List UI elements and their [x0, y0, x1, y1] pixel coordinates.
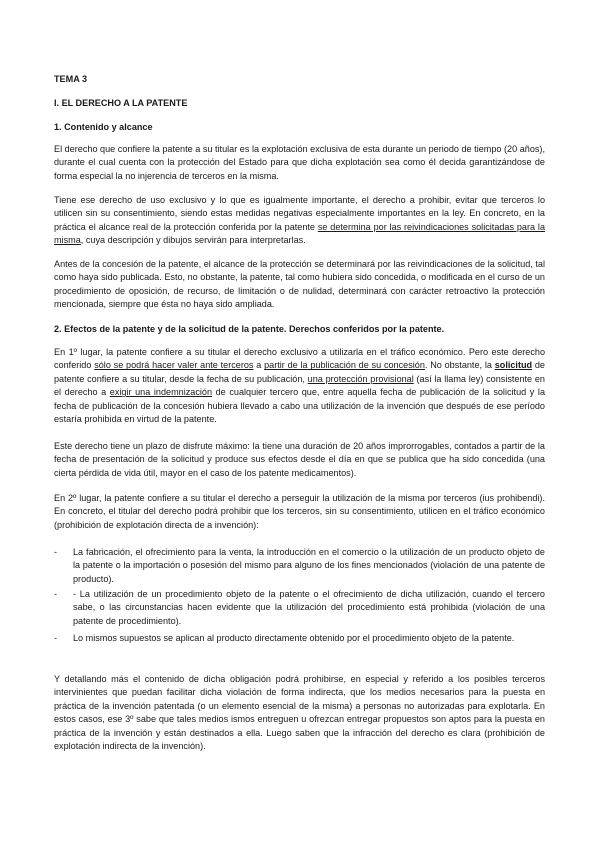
list-bullet: -	[54, 589, 58, 599]
list-item-text: La fabricación, el ofrecimiento para la venta, la introducción en el comercio o la utilización de un producto objeto de la patente o la importación o posesión del mismo para alguno de los fines mencionados (violación de una patente de producto).	[73, 547, 545, 584]
paragraph-4-text-f: de cualquier tercero que, entre aquella fecha de publicación de la solicitud y la fecha de publicación de la concesión hubiera llevado a cabo una utilización de la invención que después de ese período estaría prohibida en virtud de la patente.	[54, 387, 546, 425]
section-heading: I. EL DERECHO A LA PATENTE	[54, 98, 188, 108]
paragraph-4-text-d: de patente confiere a su titular, desde la fecha de su publicación,	[54, 360, 545, 384]
paragraph-4-text-a: En 1º lugar, la patente confiere a su titular el derecho exclusivo a utilizarla en el tráfico económico. Pero este derecho conferido	[54, 347, 545, 371]
paragraph-4-text-c: . No obstante, la	[424, 360, 495, 371]
paragraph-4-underline-1: sólo se podrá hacer valer ante terceros	[94, 360, 254, 371]
paragraph-4-underline-3: solicitud	[494, 360, 533, 371]
subheading-contenido: 1. Contenido y alcance	[54, 122, 153, 132]
list-bullet: -	[54, 547, 58, 557]
paragraph-4	[54, 346, 545, 426]
paragraph-4-underline-5: exigir una indemnización	[109, 387, 213, 398]
topic-heading: TEMA 3	[54, 74, 88, 84]
paragraph-2	[54, 194, 545, 248]
paragraph-3: Antes de la concesión de la patente, el alcance de la protección se determinará por las reivindicaciones de la solicitud, tal como haya sido publicada. Esto, no obstante, la patente, tal como hubiera sido concedida, o modificada en el curso de un procedimiento de oposición, de recurso, de limitación o de nulidad, determinará con carácter retroactivo la protección mencionada, siempre que ésta no haya sido ampliada.	[54, 259, 545, 310]
paragraph-4-underline-4: una protección provisional	[307, 373, 414, 384]
paragraph-1: El derecho que confiere la patente a su titular es la explotación exclusiva de esta durante un periodo de tiempo (20 años), durante el cual cuenta con la protección del Estado para que dicha explotación sea como él decida garantizándose de forma especial la no injerencia de terceros en la misma.	[54, 144, 545, 181]
paragraph-4-text-e: (así la llama ley) consistente en el derecho a	[54, 373, 545, 398]
list-bullet: -	[54, 633, 58, 643]
paragraph-2-underline-1: se determina por las reivindicaciones solicitadas para la misma	[54, 221, 546, 246]
subheading-efectos: 2. Efectos de la patente y de la solicitud de la patente. Derechos conferidos por la patente.	[54, 324, 445, 334]
list-item-text: Lo mismos supuestos se aplican al producto directamente obtenido por el procedimiento objeto de la patente.	[73, 633, 515, 643]
paragraph-6: En 2º lugar, la patente confiere a su titular el derecho a perseguir la utilización de la misma por terceros (ius prohibendi). En concreto, el titular del derecho podrá prohibir que los terceros, sin su consentimiento, utilicen en el tráfico económico (prohibición de explotación directa de a invención):	[54, 493, 545, 530]
paragraph-4-text-b: a	[253, 360, 265, 371]
paragraph-2-text-b: , cuya descripción y dibujos servirán para interpretarlas.	[80, 235, 306, 246]
paragraph-2-text-a: Tiene ese derecho de uso exclusivo y lo que es igualmente importante, el derecho a prohibir, evitar que terceros lo utilicen sin su consentimiento, siendo estas medidas negativas especialmente importantes en la ley. En concreto, en la práctica el alcance real de la protección conferida por la patente	[54, 195, 545, 232]
paragraph-4-underline-2: partir de la publicación de su concesión	[264, 360, 425, 371]
list-item-text: - La utilización de un procedimiento objeto de la patente o el ofrecimiento de dicha utilización, cuando el tercero sabe, o las circunstancias hacen evidente que la utilización del procedimiento está prohibida (violación de una patente de procedimiento).	[73, 589, 545, 626]
paragraph-7: Y detallando más el contenido de dicha obligación podrá prohibirse, en especial y referido a los posibles terceros intervinientes que puedan facilitar dicha violación de forma indirecta, que los medios necesarios para la puesta en práctica de la invención patentada (o un elemento esencial de la misma) a personas no autorizadas para explotarla. En estos casos, ese 3º sabe que tales medios ismos entreguen u ofrezcan entregar propuestos son aptos para la puesta en práctica de la invención y están destinados a ella. Luego saben que la infracción del derecho es clara (prohibición de explotación indirecta de la invención).	[54, 674, 545, 752]
paragraph-5: Este derecho tiene un plazo de disfrute máximo: la tiene una duración de 20 años improrrogables, contados a partir de la fecha de presentación de la solicitud y produce sus efectos desde el día en que se publica que ha sido concedida (una cierta pérdida de vida útil, mayor en el caso de los patente medicamentos).	[54, 441, 545, 478]
